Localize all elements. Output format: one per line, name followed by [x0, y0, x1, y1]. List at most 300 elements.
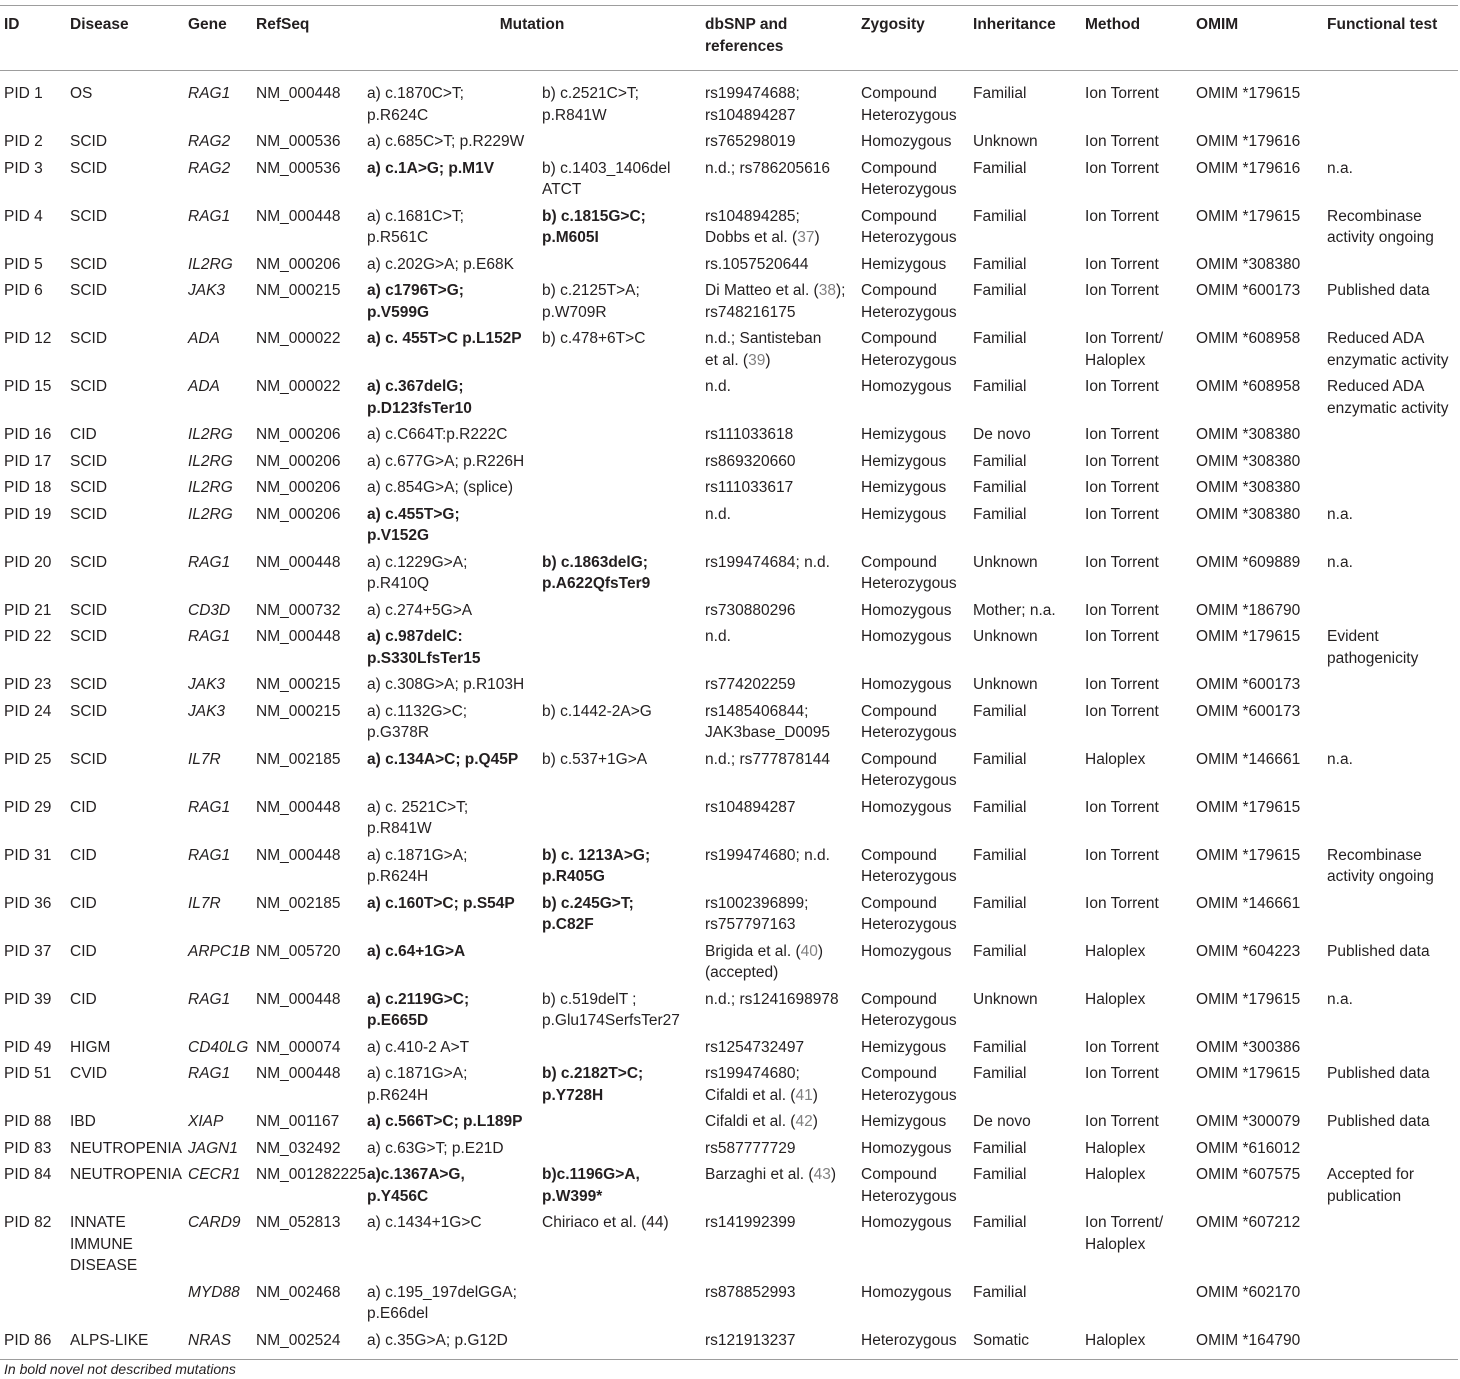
dbsnp-text: rs111033618	[705, 426, 794, 443]
cell-functional-test: Evident pathogenicity	[1327, 628, 1419, 667]
cell-id: PID 37	[4, 942, 52, 960]
cell-mutation-b	[538, 1280, 701, 1328]
cell-disease: ALPS-LIKE	[66, 1328, 184, 1360]
cell-method: Ion Torrent	[1085, 159, 1159, 177]
cell-gene: MYD88	[188, 1283, 240, 1301]
cell-zygosity: Homozygous	[861, 1214, 952, 1231]
cell-gene: IL2RG	[188, 255, 233, 273]
cell-functional-test: Reduced ADA enzymatic activity	[1327, 330, 1449, 369]
table-row	[0, 843, 1458, 891]
cell-method: Ion Torrent	[1085, 798, 1159, 816]
cell-disease: CID	[70, 798, 97, 816]
cell-omim: OMIM *179616	[1196, 159, 1301, 177]
cell-dbsnp	[701, 795, 857, 843]
cell-id: PID 2	[4, 133, 43, 150]
citation-link[interactable]: 38	[818, 282, 836, 299]
cell-method: Haloplex	[1085, 990, 1146, 1008]
cell-dbsnp	[701, 1162, 857, 1210]
cell-omim: OMIM *609889	[1196, 553, 1301, 571]
cell-omim: OMIM *608958	[1196, 378, 1301, 395]
dbsnp-text: n.d.	[705, 378, 731, 395]
cell-inheritance: Familial	[973, 452, 1027, 470]
cell-disease: SCID	[70, 133, 108, 150]
cell-refseq: NM_000206	[256, 255, 341, 273]
col-header-functional-test: Functional test	[1323, 6, 1458, 71]
cell-method: Ion Torrent	[1085, 426, 1159, 443]
cell-method: Ion Torrent	[1085, 133, 1159, 150]
cell-mutation-a: a) c.1681C>T; p.R561C	[367, 207, 464, 246]
cell-method: Ion Torrent	[1085, 1065, 1159, 1082]
cell-zygosity: Homozygous	[861, 133, 952, 150]
cell-refseq: NM_000215	[256, 282, 341, 299]
cell-method: Ion Torrent	[1085, 207, 1159, 225]
dbsnp-text: rs1254732497	[705, 1038, 805, 1056]
cell-mutation-a: a) c.685C>T; p.R229W	[367, 133, 525, 150]
cell-dbsnp	[701, 1061, 857, 1109]
cell-id: PID 84	[4, 1166, 52, 1183]
dbsnp-text: rs1002396899; rs757797163	[705, 894, 809, 933]
cell-inheritance: Familial	[973, 750, 1027, 768]
cell-refseq: NM_001282225	[256, 1166, 367, 1183]
dbsnp-text: rs730880296	[705, 601, 796, 619]
table-row	[0, 939, 1458, 987]
col-header-mutation: Mutation	[363, 6, 701, 71]
table-row	[0, 747, 1458, 795]
cell-gene: IL2RG	[188, 479, 233, 496]
cell-inheritance: Familial	[973, 894, 1027, 912]
cell-refseq: NM_002468	[256, 1283, 341, 1301]
cell-disease: SCID	[70, 330, 108, 347]
citation-link[interactable]: 43	[813, 1166, 831, 1183]
cell-mutation-a: a) c.854G>A; (splice)	[367, 479, 514, 496]
cell-mutation-a: a) c.274+5G>A	[367, 601, 473, 619]
cell-zygosity: Compound Heterozygous	[861, 1166, 957, 1205]
cell-mutation-b	[538, 1328, 701, 1360]
cell-zygosity: Hemizygous	[861, 479, 947, 496]
cell-gene: JAK3	[188, 702, 226, 720]
cell-inheritance: Familial	[973, 378, 1027, 395]
cell-disease: SCID	[70, 553, 108, 571]
cell-mutation-a: a) c.566T>C; p.L189P	[367, 1113, 523, 1130]
cell-gene: JAK3	[188, 676, 226, 693]
cell-functional-test	[1323, 598, 1458, 625]
cell-omim: OMIM *146661	[1196, 750, 1301, 768]
cell-mutation-a: a) c. 455T>C p.L152P	[367, 330, 522, 347]
col-header-id: ID	[0, 6, 66, 71]
cell-omim: OMIM *179615	[1196, 846, 1301, 864]
cell-zygosity: Hemizygous	[861, 505, 947, 523]
table-row	[0, 156, 1458, 204]
cell-mutation-a: a) c.1A>G; p.M1V	[367, 159, 495, 177]
cell-refseq: NM_000448	[256, 990, 341, 1008]
cell-inheritance: Familial	[973, 207, 1027, 225]
cell-gene: NRAS	[184, 1328, 252, 1360]
cell-mutation-b	[538, 598, 701, 625]
cell-zygosity: Hemizygous	[861, 1113, 947, 1130]
cell-mutation-b: b) c.1863delG; p.A622QfsTer9	[542, 553, 651, 592]
cell-mutation-a: a) c.1871G>A; p.R624H	[367, 846, 468, 885]
col-header-method: Method	[1081, 6, 1192, 71]
cell-disease: SCID	[70, 282, 108, 299]
dbsnp-text-suffix: )	[812, 1113, 818, 1130]
cell-method: Ion Torrent	[1085, 1038, 1159, 1056]
cell-method: Ion Torrent	[1085, 846, 1159, 864]
cell-mutation-b: b) c.1815G>C; p.M605I	[542, 207, 646, 246]
table-row	[0, 672, 1458, 699]
cell-disease: CID	[70, 942, 97, 960]
cell-functional-test	[1323, 1328, 1458, 1360]
dbsnp-text: n.d.	[705, 505, 731, 523]
cell-gene: RAG1	[188, 846, 231, 864]
cell-mutation-b: b) c.519delT ; p.Glu174SerfsTer27	[542, 990, 680, 1029]
cell-functional-test	[1323, 449, 1458, 476]
cell-mutation-a: a) c.1132G>C; p.G378R	[367, 702, 468, 741]
dbsnp-text: rs141992399	[705, 1214, 796, 1231]
table-row	[0, 129, 1458, 156]
cell-dbsnp	[701, 939, 857, 987]
table-row	[0, 252, 1458, 279]
table-row	[0, 204, 1458, 252]
cell-disease: SCID	[70, 750, 108, 768]
cell-functional-test: Recombinase activity ongoing	[1327, 207, 1434, 246]
cell-mutation-a: a) c.2119G>C; p.E665D	[367, 990, 470, 1029]
cell-id: PID 86	[0, 1328, 66, 1360]
cell-id: PID 20	[4, 553, 52, 571]
cell-method	[1081, 1280, 1192, 1328]
cell-omim: OMIM *179615	[1196, 798, 1301, 816]
cell-inheritance: Familial	[973, 282, 1027, 299]
cell-zygosity: Compound Heterozygous	[861, 750, 957, 789]
cell-mutation-b: b) c.1403_1406del ATCT	[542, 159, 671, 198]
cell-zygosity: Compound Heterozygous	[861, 282, 957, 321]
table-row	[0, 1280, 1458, 1328]
cell-functional-test: Published data	[1327, 942, 1430, 960]
cell-mutation-b	[538, 624, 701, 672]
cell-disease: NEUTROPENIA	[70, 1166, 182, 1183]
cell-omim: OMIM *179615	[1196, 990, 1301, 1008]
citation-link[interactable]: 42	[795, 1113, 813, 1130]
cell-method: Ion Torrent	[1085, 255, 1159, 273]
dbsnp-text-suffix: )	[765, 351, 771, 369]
cell-functional-test	[1323, 1136, 1458, 1163]
cell-disease: IBD	[70, 1113, 96, 1130]
cell-disease: NEUTROPENIA	[70, 1139, 182, 1157]
cell-inheritance: Familial	[973, 702, 1027, 720]
cell-dbsnp	[701, 326, 857, 374]
cell-id: PID 18	[4, 479, 52, 496]
cell-mutation-b	[538, 129, 701, 156]
cell-functional-test	[1323, 1210, 1458, 1280]
cell-mutation-b	[538, 795, 701, 843]
cell-functional-test: n.a.	[1327, 159, 1353, 177]
cell-id: PID 23	[4, 676, 52, 693]
citation-link[interactable]: 40	[800, 942, 818, 960]
cell-id: PID 24	[4, 702, 52, 720]
cell-refseq: NM_001167	[256, 1113, 340, 1130]
cell-id	[0, 1280, 66, 1328]
cell-gene: ADA	[188, 330, 220, 347]
cell-mutation-a: a) c.1229G>A; p.R410Q	[367, 553, 468, 592]
cell-dbsnp	[701, 449, 857, 476]
cell-omim: OMIM *179615	[1196, 85, 1301, 102]
cell-mutation-a: a) c.195_197delGGA; p.E66del	[367, 1283, 517, 1322]
cell-functional-test: Recombinase activity ongoing	[1327, 846, 1434, 885]
cell-dbsnp	[701, 1035, 857, 1062]
table-body	[0, 71, 1458, 1360]
cell-mutation-b	[538, 1136, 701, 1163]
cell-refseq: NM_000448	[256, 846, 341, 864]
cell-gene: RAG1	[188, 85, 231, 102]
cell-zygosity: Homozygous	[861, 1139, 952, 1157]
table-row	[0, 278, 1458, 326]
cell-gene: CD3D	[188, 601, 231, 619]
cell-inheritance: Familial	[973, 85, 1027, 102]
cell-inheritance: Somatic	[969, 1328, 1081, 1360]
cell-inheritance: Mother; n.a.	[973, 601, 1056, 619]
dbsnp-text: rs199474680; Cifaldi et al. (	[705, 1065, 800, 1104]
table-row	[0, 1061, 1458, 1109]
cell-mutation-b	[538, 939, 701, 987]
cell-omim: OMIM *608958	[1196, 330, 1301, 347]
cell-refseq: NM_052813	[256, 1214, 341, 1231]
cell-zygosity: Compound Heterozygous	[861, 990, 957, 1029]
citation-link[interactable]: 37	[797, 229, 815, 246]
cell-inheritance: Familial	[973, 505, 1027, 523]
cell-inheritance: Unknown	[973, 133, 1038, 150]
cell-id: PID 15	[4, 378, 52, 395]
cell-omim: OMIM *308380	[1196, 479, 1301, 496]
cell-disease: CID	[70, 426, 97, 443]
cell-gene: RAG1	[188, 553, 231, 571]
cell-disease: HIGM	[70, 1038, 111, 1056]
cell-refseq: NM_000206	[256, 505, 341, 523]
cell-zygosity: Compound Heterozygous	[861, 330, 957, 369]
cell-method: Ion Torrent	[1085, 505, 1159, 523]
cell-gene: CD40LG	[188, 1038, 249, 1056]
dbsnp-text: n.d.; rs777878144	[705, 750, 830, 768]
cell-functional-test	[1323, 475, 1458, 502]
cell-gene: JAGN1	[188, 1139, 238, 1157]
cell-omim: OMIM *600173	[1196, 676, 1301, 693]
cell-functional-test: Reduced ADA enzymatic activity	[1327, 378, 1449, 417]
cell-inheritance: Familial	[973, 159, 1027, 177]
cell-method: Ion Torrent	[1085, 479, 1159, 496]
cell-disease: CVID	[70, 1065, 108, 1082]
cell-id: PID 82	[4, 1214, 52, 1231]
cell-zygosity: Heterozygous	[857, 1328, 969, 1360]
cell-functional-test: Published data	[1327, 282, 1430, 299]
cell-id: PID 88	[4, 1113, 52, 1130]
cell-dbsnp	[701, 747, 857, 795]
citation-link[interactable]: 39	[748, 351, 766, 369]
cell-id: PID 16	[4, 426, 52, 443]
cell-id: PID 36	[4, 894, 52, 912]
cell-refseq: NM_005720	[256, 942, 341, 960]
cell-refseq: NM_000448	[256, 798, 341, 816]
cell-refseq: NM_000448	[256, 1065, 341, 1082]
cell-zygosity: Homozygous	[861, 676, 952, 693]
cell-gene: IL2RG	[188, 452, 233, 470]
cell-functional-test	[1323, 1035, 1458, 1062]
cell-mutation-a: a) c.63G>T; p.E21D	[367, 1139, 504, 1157]
dbsnp-text-suffix: )	[812, 1086, 818, 1104]
cell-inheritance: Familial	[973, 846, 1027, 864]
cell-gene: RAG1	[188, 990, 231, 1008]
cell-gene: ARPC1B	[188, 942, 251, 960]
header-row	[0, 6, 1458, 71]
citation-link[interactable]: 41	[795, 1086, 813, 1104]
cell-method: Ion Torrent/ Haloplex	[1085, 330, 1164, 369]
table-row	[0, 422, 1458, 449]
cell-dbsnp	[701, 1136, 857, 1163]
cell-inheritance: Familial	[973, 798, 1027, 816]
table-row	[0, 326, 1458, 374]
cell-mutation-b	[538, 374, 701, 422]
dbsnp-text: rs1485406844; JAK3base_D0095	[705, 702, 830, 741]
cell-refseq: NM_000536	[256, 159, 341, 177]
cell-omim: OMIM *179616	[1196, 133, 1301, 150]
cell-id: PID 6	[4, 282, 43, 299]
cell-id: PID 39	[4, 990, 52, 1008]
cell-mutation-a: a) c.1871G>A; p.R624H	[367, 1065, 468, 1104]
cell-method: Ion Torrent	[1085, 601, 1159, 619]
cell-gene: ADA	[188, 378, 220, 395]
cell-mutation-b: Chiriaco et al. (44)	[542, 1214, 669, 1231]
cell-zygosity: Homozygous	[861, 601, 952, 619]
cell-inheritance: Familial	[973, 942, 1027, 960]
cell-disease: SCID	[70, 255, 108, 273]
cell-id: PID 4	[4, 207, 43, 225]
col-header-omim: OMIM	[1192, 6, 1323, 71]
cell-functional-test: Published data	[1327, 1113, 1430, 1130]
cell-dbsnp	[701, 1328, 857, 1360]
cell-id: PID 1	[4, 85, 43, 102]
cell-mutation-b: b)c.1196G>A, p.W399*	[542, 1166, 640, 1205]
cell-dbsnp	[701, 843, 857, 891]
cell-omim: OMIM *604223	[1196, 942, 1301, 960]
cell-id: PID 25	[4, 750, 52, 768]
dbsnp-text: rs199474680; n.d.	[705, 846, 830, 864]
cell-omim: OMIM *600173	[1196, 702, 1301, 720]
cell-mutation-b	[538, 449, 701, 476]
table-row	[0, 598, 1458, 625]
cell-functional-test: Accepted for publication	[1327, 1166, 1415, 1205]
cell-functional-test	[1323, 1280, 1458, 1328]
cell-zygosity: Compound Heterozygous	[861, 1065, 957, 1104]
cell-omim: OMIM *308380	[1196, 255, 1301, 273]
table-row	[0, 475, 1458, 502]
cell-mutation-b	[538, 672, 701, 699]
cell-refseq: NM_000448	[256, 85, 341, 102]
cell-dbsnp	[701, 502, 857, 550]
cell-gene: CARD9	[188, 1214, 241, 1231]
cell-id: PID 49	[4, 1038, 52, 1056]
cell-functional-test	[1323, 129, 1458, 156]
cell-mutation-a: a) c.C664T:p.R222C	[367, 426, 508, 443]
cell-refseq: NM_000074	[256, 1038, 341, 1056]
dbsnp-text: n.d.	[705, 628, 731, 645]
dbsnp-text: rs199474688; rs104894287	[705, 85, 800, 124]
cell-inheritance: Familial	[973, 1214, 1027, 1231]
mutation-table	[0, 5, 1458, 1360]
dbsnp-text: Brigida et al. (	[705, 942, 801, 960]
cell-method: Haloplex	[1085, 942, 1146, 960]
cell-omim: OMIM *616012	[1196, 1139, 1301, 1157]
cell-mutation-b: b) c.1442-2A>G	[542, 702, 652, 720]
cell-method: Ion Torrent	[1085, 378, 1159, 395]
cell-gene: IL7R	[188, 894, 221, 912]
table-row	[0, 795, 1458, 843]
cell-functional-test	[1323, 699, 1458, 747]
cell-mutation-b	[538, 502, 701, 550]
cell-refseq: NM_000022	[256, 330, 341, 347]
cell-mutation-a: a) c.410-2 A>T	[367, 1038, 470, 1056]
cell-mutation-a: a) c.202G>A; p.E68K	[367, 255, 514, 273]
cell-gene: RAG1	[188, 628, 231, 645]
cell-inheritance: Familial	[973, 1065, 1027, 1082]
cell-refseq: NM_000448	[256, 207, 341, 225]
cell-zygosity: Compound Heterozygous	[861, 207, 957, 246]
cell-inheritance: De novo	[973, 426, 1031, 443]
cell-disease: SCID	[70, 702, 108, 720]
cell-omim: OMIM *607212	[1196, 1214, 1301, 1231]
cell-inheritance: Familial	[973, 1139, 1027, 1157]
cell-omim: OMIM *308380	[1196, 452, 1301, 470]
cell-mutation-b	[538, 475, 701, 502]
dbsnp-text: rs121913237	[705, 1331, 796, 1349]
cell-refseq: NM_002524	[252, 1328, 363, 1360]
cell-refseq: NM_000206	[256, 452, 341, 470]
dbsnp-text: rs587777729	[705, 1139, 796, 1157]
col-header-inheritance: Inheritance	[969, 6, 1081, 71]
cell-gene: IL7R	[188, 750, 221, 768]
cell-dbsnp	[701, 624, 857, 672]
cell-dbsnp	[701, 891, 857, 939]
col-header-dbsnp: dbSNP and references	[701, 6, 857, 71]
dbsnp-text: rs869320660	[705, 452, 796, 470]
cell-disease: INNATE IMMUNE DISEASE	[70, 1214, 138, 1274]
cell-disease: SCID	[70, 207, 108, 225]
dbsnp-text: rs104894285; Dobbs et al. (	[705, 207, 800, 246]
table-row	[0, 1162, 1458, 1210]
cell-zygosity: Hemizygous	[861, 452, 947, 470]
cell-omim: OMIM *300079	[1196, 1113, 1301, 1130]
cell-dbsnp	[701, 1280, 857, 1328]
cell-dbsnp	[701, 550, 857, 598]
cell-omim: OMIM *308380	[1196, 426, 1301, 443]
cell-zygosity: Hemizygous	[861, 1038, 947, 1056]
table-row	[0, 550, 1458, 598]
cell-mutation-b	[538, 422, 701, 449]
table-row	[0, 1109, 1458, 1136]
cell-inheritance: Familial	[973, 1283, 1027, 1301]
cell-functional-test	[1323, 422, 1458, 449]
cell-refseq: NM_000448	[256, 628, 341, 645]
cell-functional-test	[1323, 71, 1458, 130]
cell-dbsnp	[701, 278, 857, 326]
col-header-refseq: RefSeq	[252, 6, 363, 71]
cell-id: PID 5	[4, 255, 43, 273]
cell-disease: SCID	[70, 479, 108, 496]
table-row	[0, 1210, 1458, 1280]
cell-method: Haloplex	[1085, 750, 1146, 768]
cell-id: PID 21	[4, 601, 52, 619]
dbsnp-text: rs199474684; n.d.	[705, 553, 830, 571]
cell-inheritance: Familial	[973, 1166, 1027, 1183]
cell-mutation-a: a) c.677G>A; p.R226H	[367, 452, 525, 470]
dbsnp-text-suffix: ) (accepted)	[705, 942, 824, 981]
cell-mutation-a: a) c.367delG; p.D123fsTer10	[367, 378, 472, 417]
